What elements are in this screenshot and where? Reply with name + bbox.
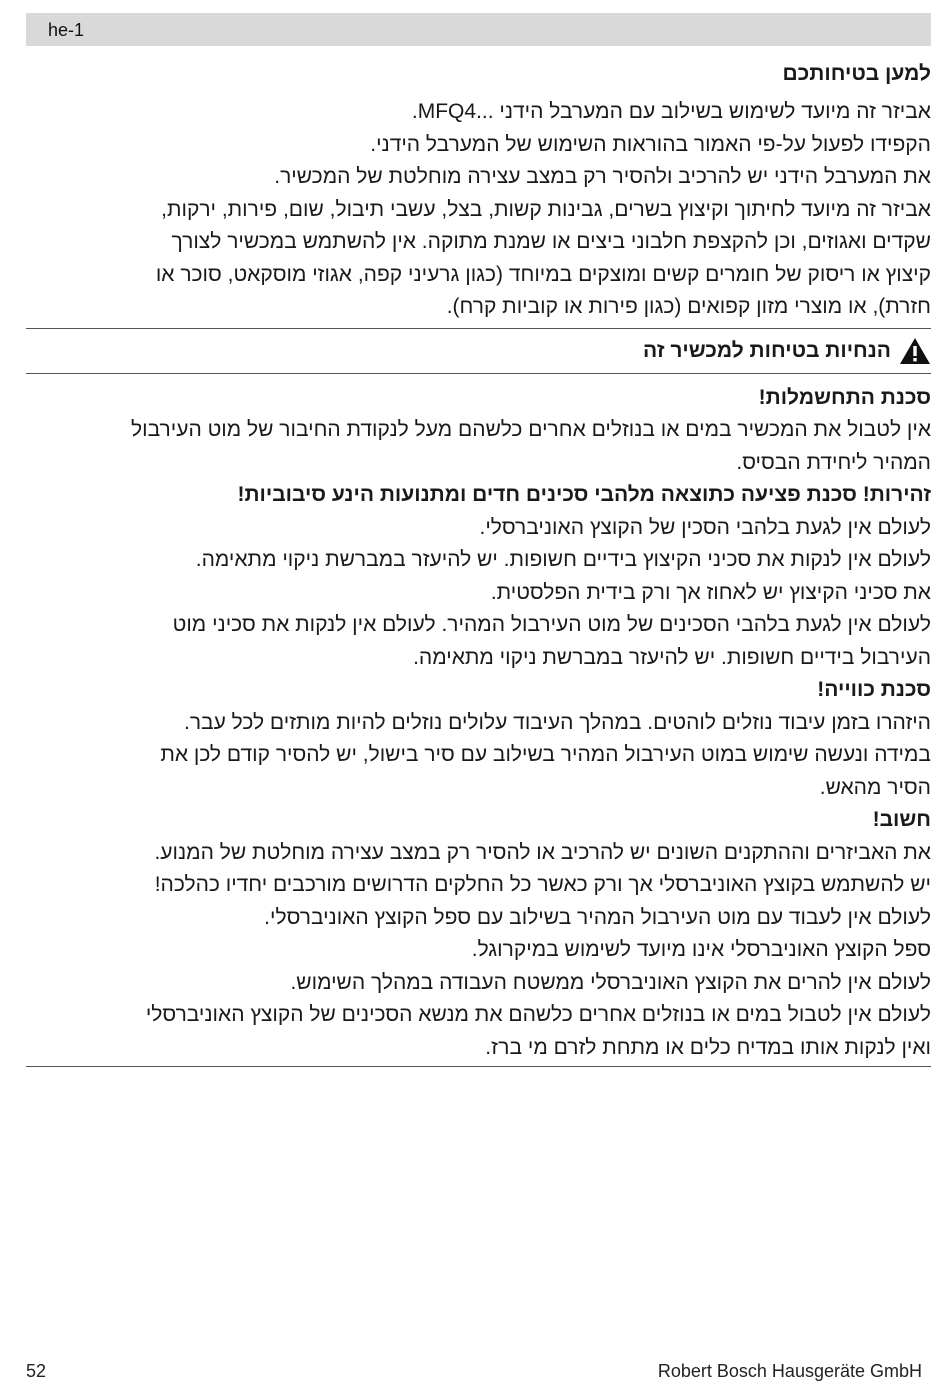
safety-line: את האביזרים וההתקנים השונים יש להרכיב או להסיר רק במצב עצירה מוחלטת של המנוע. bbox=[154, 840, 931, 864]
header-label: he-1 bbox=[48, 20, 85, 40]
warning-triangle-icon bbox=[899, 337, 931, 365]
page-number: 52 bbox=[26, 1361, 47, 1381]
safety-line: לעולם אין לטבול במים או בנוזלים אחרים כלשהם את מנשא הסכינים של הקוצץ האוניברסלי bbox=[145, 1003, 931, 1026]
safety-line: לעולם אין לעבוד עם מוט העירבול המהיר בשילוב עם ספל הקוצץ האוניברסלי. bbox=[264, 905, 931, 929]
page-content bbox=[26, 56, 931, 1067]
safety-line: ספל הקוצץ האוניברסלי אינו מיועד לשימוש במיקרוגל. bbox=[471, 938, 931, 961]
hazard-heading: סכנת כווייה! bbox=[817, 678, 931, 701]
intro-line: אביזר זה מיועד לשימוש בשילוב עם המערבל הידני ...MFQ4. bbox=[411, 100, 931, 123]
intro-line: חזרת), או מוצרי מזון קפואים (כגון פירות או קוביות קרח). bbox=[446, 295, 931, 318]
company-name: Robert Bosch Hausgeräte GmbH bbox=[657, 1361, 922, 1381]
hazard-heading: זהירות! סכנת פציעה כתוצאה מלהבי סכינים חדים ומתנועות הינע סיבוביות! bbox=[237, 483, 931, 506]
intro-line: אביזר זה מיועד לחיתוך וקיצוץ בשרים, גבינות קשות, בצל, עשבי תיבול, שום, פירות, ירקות, bbox=[161, 197, 931, 221]
safety-line: את סכיני הקיצוץ יש לאחוז אך ורק בידית הפלסטית. bbox=[490, 580, 931, 604]
safety-line: לעולם אין להרים את הקוצץ האוניברסלי ממשטח העבודה במהלך השימוש. bbox=[290, 970, 931, 994]
intro-line: שקדים ואגוזים, וכן להקצפת חלבוני ביצים או שמנת מתוקה. אין להשתמש במכשיר לצורך bbox=[171, 230, 931, 253]
safety-line: ואין לנקות אותו במדיח כלים או מתחת לזרם מי ברז. bbox=[485, 1035, 931, 1059]
safety-line: לעולם אין לגעת בלהבי הסכינים של מוט העירבול המהיר. לעולם אין לנקות את סכיני מוט bbox=[172, 613, 931, 636]
safety-line: היזהרו בזמן עיבוד נוזלים לוהטים. במהלך העיבוד עלולים נוזלים להיות מותזים לכל עבר. bbox=[183, 710, 931, 734]
safety-section-heading bbox=[26, 329, 931, 373]
divider bbox=[26, 1066, 931, 1067]
safety-line: במידה ונעשה שימוש במוט העירבול המהיר בשילוב עם סיר בישול, יש להסיר קודם לכן את bbox=[160, 743, 931, 766]
intro-paragraph bbox=[26, 96, 931, 324]
safety-heading-text: הנחיות בטיחות למכשיר זה bbox=[643, 338, 891, 362]
safety-line: לעולם אין לנקות את סכיני הקיצוץ בידיים חשופות. יש להיעזר במברשת ניקוי מתאימה. bbox=[195, 548, 931, 571]
safety-line: יש להשתמש בקוצץ האוניברסלי אך ורק כאשר כל החלקים הדרושים מורכבים יחדיו כהלכה! bbox=[154, 873, 931, 896]
safety-line: אין לטבול את המכשיר במים או בנוזלים אחרים כלשהם מעל לנקודת החיבור של מוט העירבול bbox=[131, 418, 931, 441]
hazard-heading: סכנת התחשמלות! bbox=[758, 385, 931, 409]
intro-line: קיצוץ או ריסוק של חומרים קשים ומוצקים במיוחד (כגון גרעיני קפה, אגוזי מוסקאט, סוכר או bbox=[155, 262, 931, 286]
intro-title: למען בטיחותכם bbox=[782, 62, 931, 85]
safety-line: העירבול בידיים חשופות. יש להיעזר במברשת ניקוי מתאימה. bbox=[413, 645, 931, 669]
safety-line: המהיר ליחידת הבסיס. bbox=[736, 450, 931, 474]
hazard-heading: חשוב! bbox=[872, 808, 931, 831]
intro-line: הקפידו לפעול על-פי האמור בהוראות השימוש של המערבל הידני. bbox=[370, 132, 931, 156]
intro-line: את המערבל הידני יש להרכיב ולהסיר רק במצב עצירה מוחלטת של המכשיר. bbox=[274, 165, 931, 188]
safety-line: הסיר מהאש. bbox=[819, 775, 931, 799]
safety-body bbox=[26, 374, 931, 1067]
safety-line: לעולם אין לגעת בלהבי הסכין של הקוצץ האוניברסלי. bbox=[479, 515, 931, 539]
header-bar bbox=[26, 13, 931, 46]
